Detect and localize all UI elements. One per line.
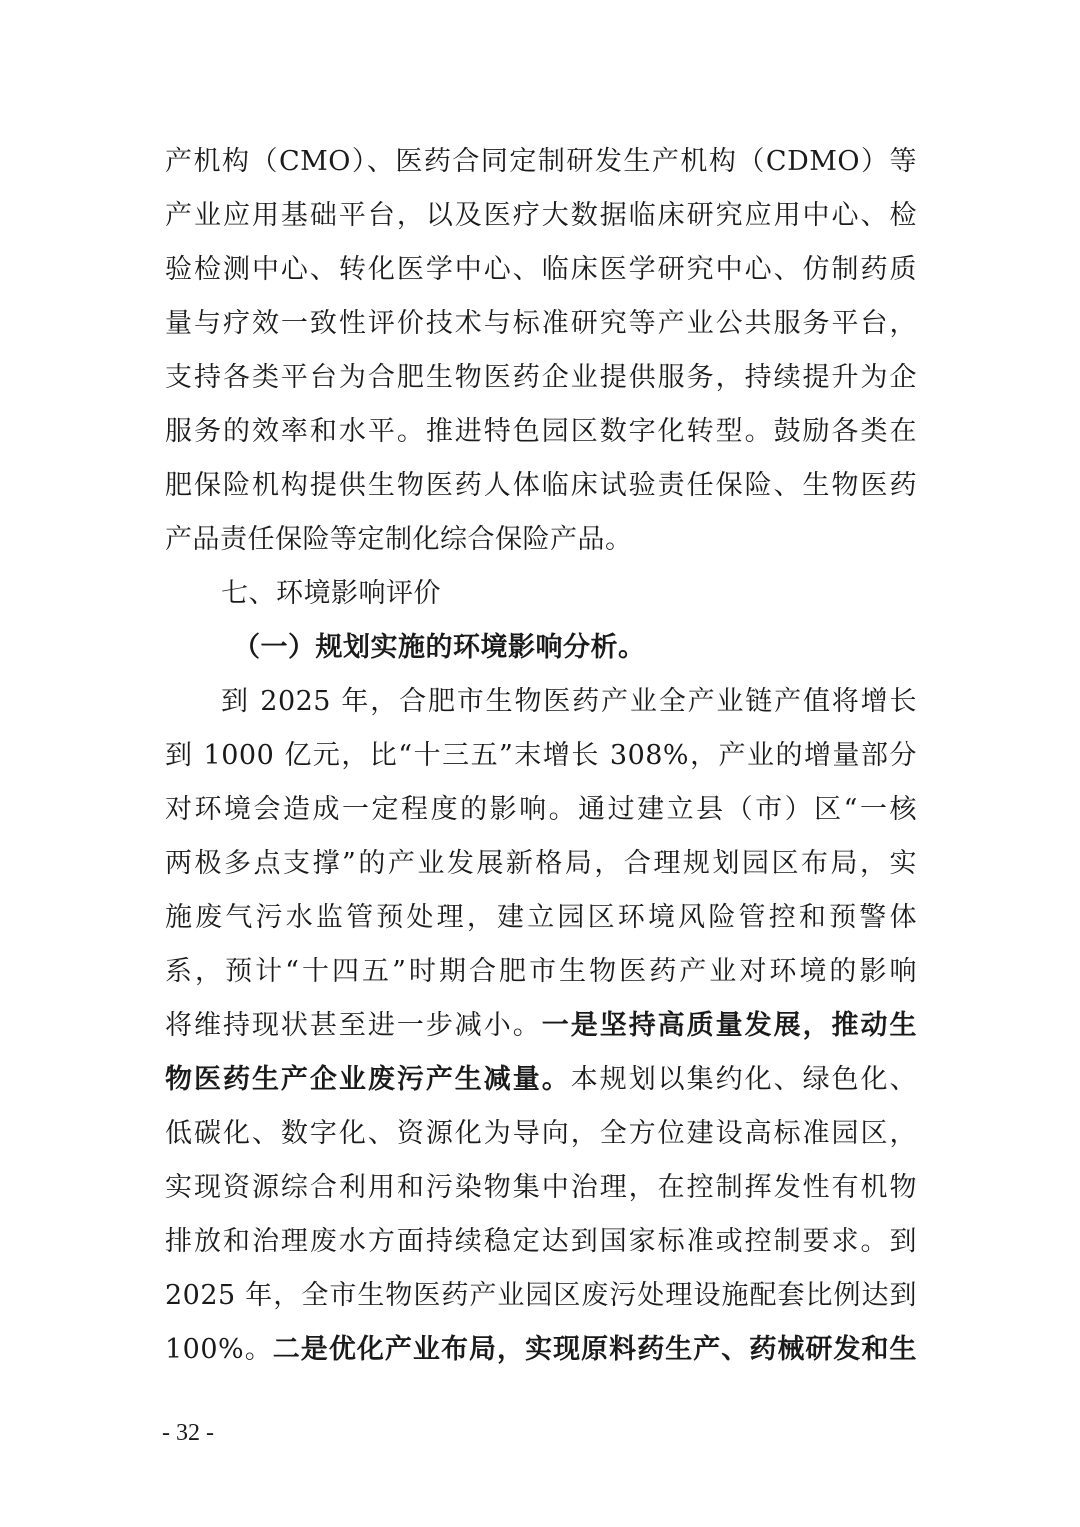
text-line: 支持各类平台为合肥生物医药企业提供服务，持续提升为企 [165, 362, 917, 393]
text-line: 到 2025 年，合肥市生物医药产业全产业链产值将增长 [221, 686, 917, 717]
text-line: 服务的效率和水平。推进特色园区数字化转型。鼓励各类在 [165, 416, 917, 447]
text-line: 产业应用基础平台，以及医疗大数据临床研究应用中心、检 [165, 200, 917, 231]
key-point-two: 二是优化产业布局，实现原料药生产、药械研发和生 [272, 1334, 917, 1365]
text-line: 量与疗效一致性评价技术与标准研究等产业公共服务平台， [165, 308, 917, 339]
text-line: 验检测中心、转化医学中心、临床医学研究中心、仿制药质 [165, 254, 917, 285]
text-line: 两极多点支撑”的产业发展新格局，合理规划园区布局，实 [165, 848, 917, 879]
text-line: 肥保险机构提供生物医药人体临床试验责任保险、生物医药 [165, 470, 917, 501]
text-line-mixed [165, 1323, 917, 1377]
subsection-heading: （一）规划实施的环境影响分析。 [233, 632, 646, 663]
text-line: 排放和治理废水方面持续稳定达到国家标准或控制要求。到 [165, 1226, 917, 1257]
text-line: 实现资源综合利用和污染物集中治理，在控制挥发性有机物 [165, 1172, 917, 1203]
text-line: 低碳化、数字化、资源化为导向，全方位建设高标准园区， [165, 1118, 917, 1149]
text-run: 本规划以集约化、绿色化、 [570, 1064, 918, 1095]
key-point-one-cont: 物医药生产企业废污产生减量。 [165, 1064, 571, 1095]
text-line-mixed [165, 1053, 917, 1107]
paragraph-continuation [165, 135, 917, 567]
text-line: 产机构（CMO）、医药合同定制研发生产机构（CDMO）等 [165, 146, 917, 177]
text-line: 2025 年，全市生物医药产业园区废污处理设施配套比例达到 [165, 1280, 917, 1311]
text-line: 系，预计“十四五”时期合肥市生物医药产业对环境的影响 [165, 956, 917, 987]
section-heading: 七、环境影响评价 [221, 578, 441, 609]
text-line: 到 1000 亿元，比“十三五”末增长 308%，产业的增量部分 [165, 740, 917, 771]
text-run: 将维持现状甚至进一步减小。 [165, 1010, 542, 1041]
key-point-one: 一是坚持高质量发展，推动生 [541, 1010, 918, 1041]
page-number: - 32 - [162, 1420, 214, 1446]
page-body [165, 135, 917, 1377]
text-line-mixed [165, 999, 917, 1053]
text-line: 对环境会造成一定程度的影响。通过建立县（市）区“一核 [165, 794, 917, 825]
text-line: 施废气污水监管预处理，建立园区环境风险管控和预警体 [165, 902, 917, 933]
paragraph-environment-analysis [165, 675, 917, 1377]
text-run: 100%。 [165, 1334, 273, 1365]
text-line: 产品责任保险等定制化综合保险产品。 [165, 524, 633, 555]
